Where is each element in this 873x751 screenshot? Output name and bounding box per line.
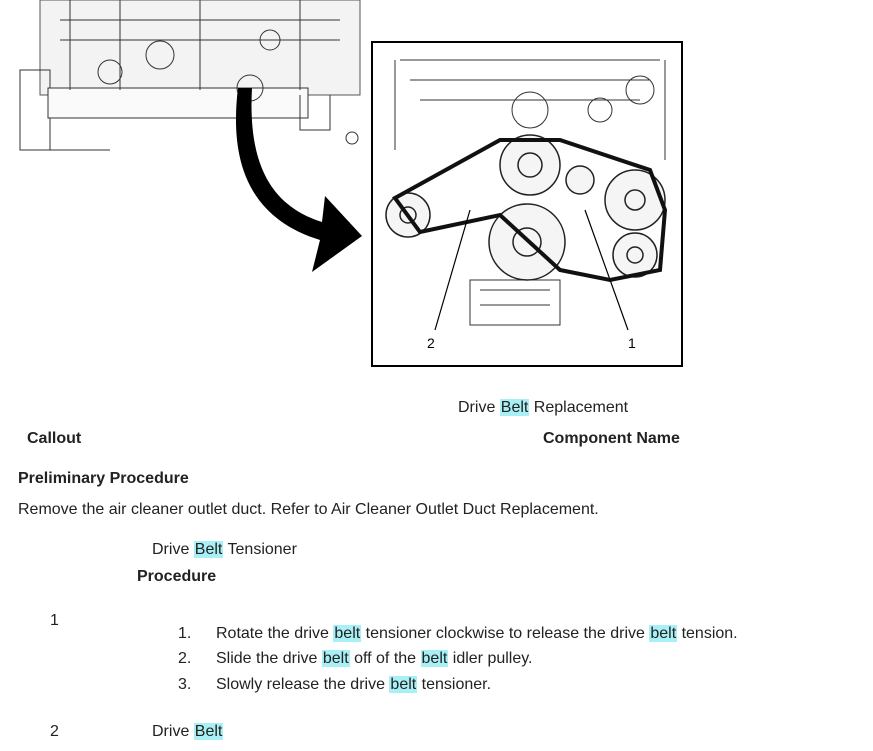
- figure-caption: Drive Belt Replacement: [458, 399, 629, 416]
- row1-callout: 1: [50, 612, 59, 629]
- search-highlight: belt: [334, 625, 361, 642]
- search-highlight: Belt: [194, 541, 223, 558]
- step-3: 3. Slowly release the drive belt tensioner.: [178, 676, 492, 693]
- search-highlight: belt: [421, 650, 448, 667]
- search-highlight: belt: [390, 676, 417, 693]
- detail-box: [372, 42, 682, 366]
- row1-component-name: Drive Belt Tensioner: [152, 541, 297, 558]
- procedure-label: Procedure: [137, 568, 217, 585]
- callout-1-label: 1: [628, 335, 636, 351]
- preliminary-text: Remove the air cleaner outlet duct. Refer to Air Cleaner Outlet Duct Replacement.: [18, 501, 599, 518]
- search-highlight: belt: [650, 625, 677, 642]
- header-callout: Callout: [27, 430, 82, 447]
- header-component-name: Component Name: [543, 430, 680, 447]
- search-highlight: belt: [322, 650, 349, 667]
- search-highlight: Belt: [194, 723, 223, 740]
- search-highlight: Belt: [500, 399, 529, 416]
- callout-2-label: 2: [427, 335, 435, 351]
- row2-component-name: Drive Belt: [152, 723, 223, 740]
- row2-callout: 2: [50, 723, 59, 740]
- preliminary-title: Preliminary Procedure: [18, 470, 189, 487]
- step-2: 2. Slide the drive belt off of the belt idler pulley.: [178, 650, 533, 667]
- step-1: 1. Rotate the drive belt tensioner clockwise to release the drive belt tension.: [178, 625, 738, 642]
- engine-overview-sketch: [20, 0, 360, 150]
